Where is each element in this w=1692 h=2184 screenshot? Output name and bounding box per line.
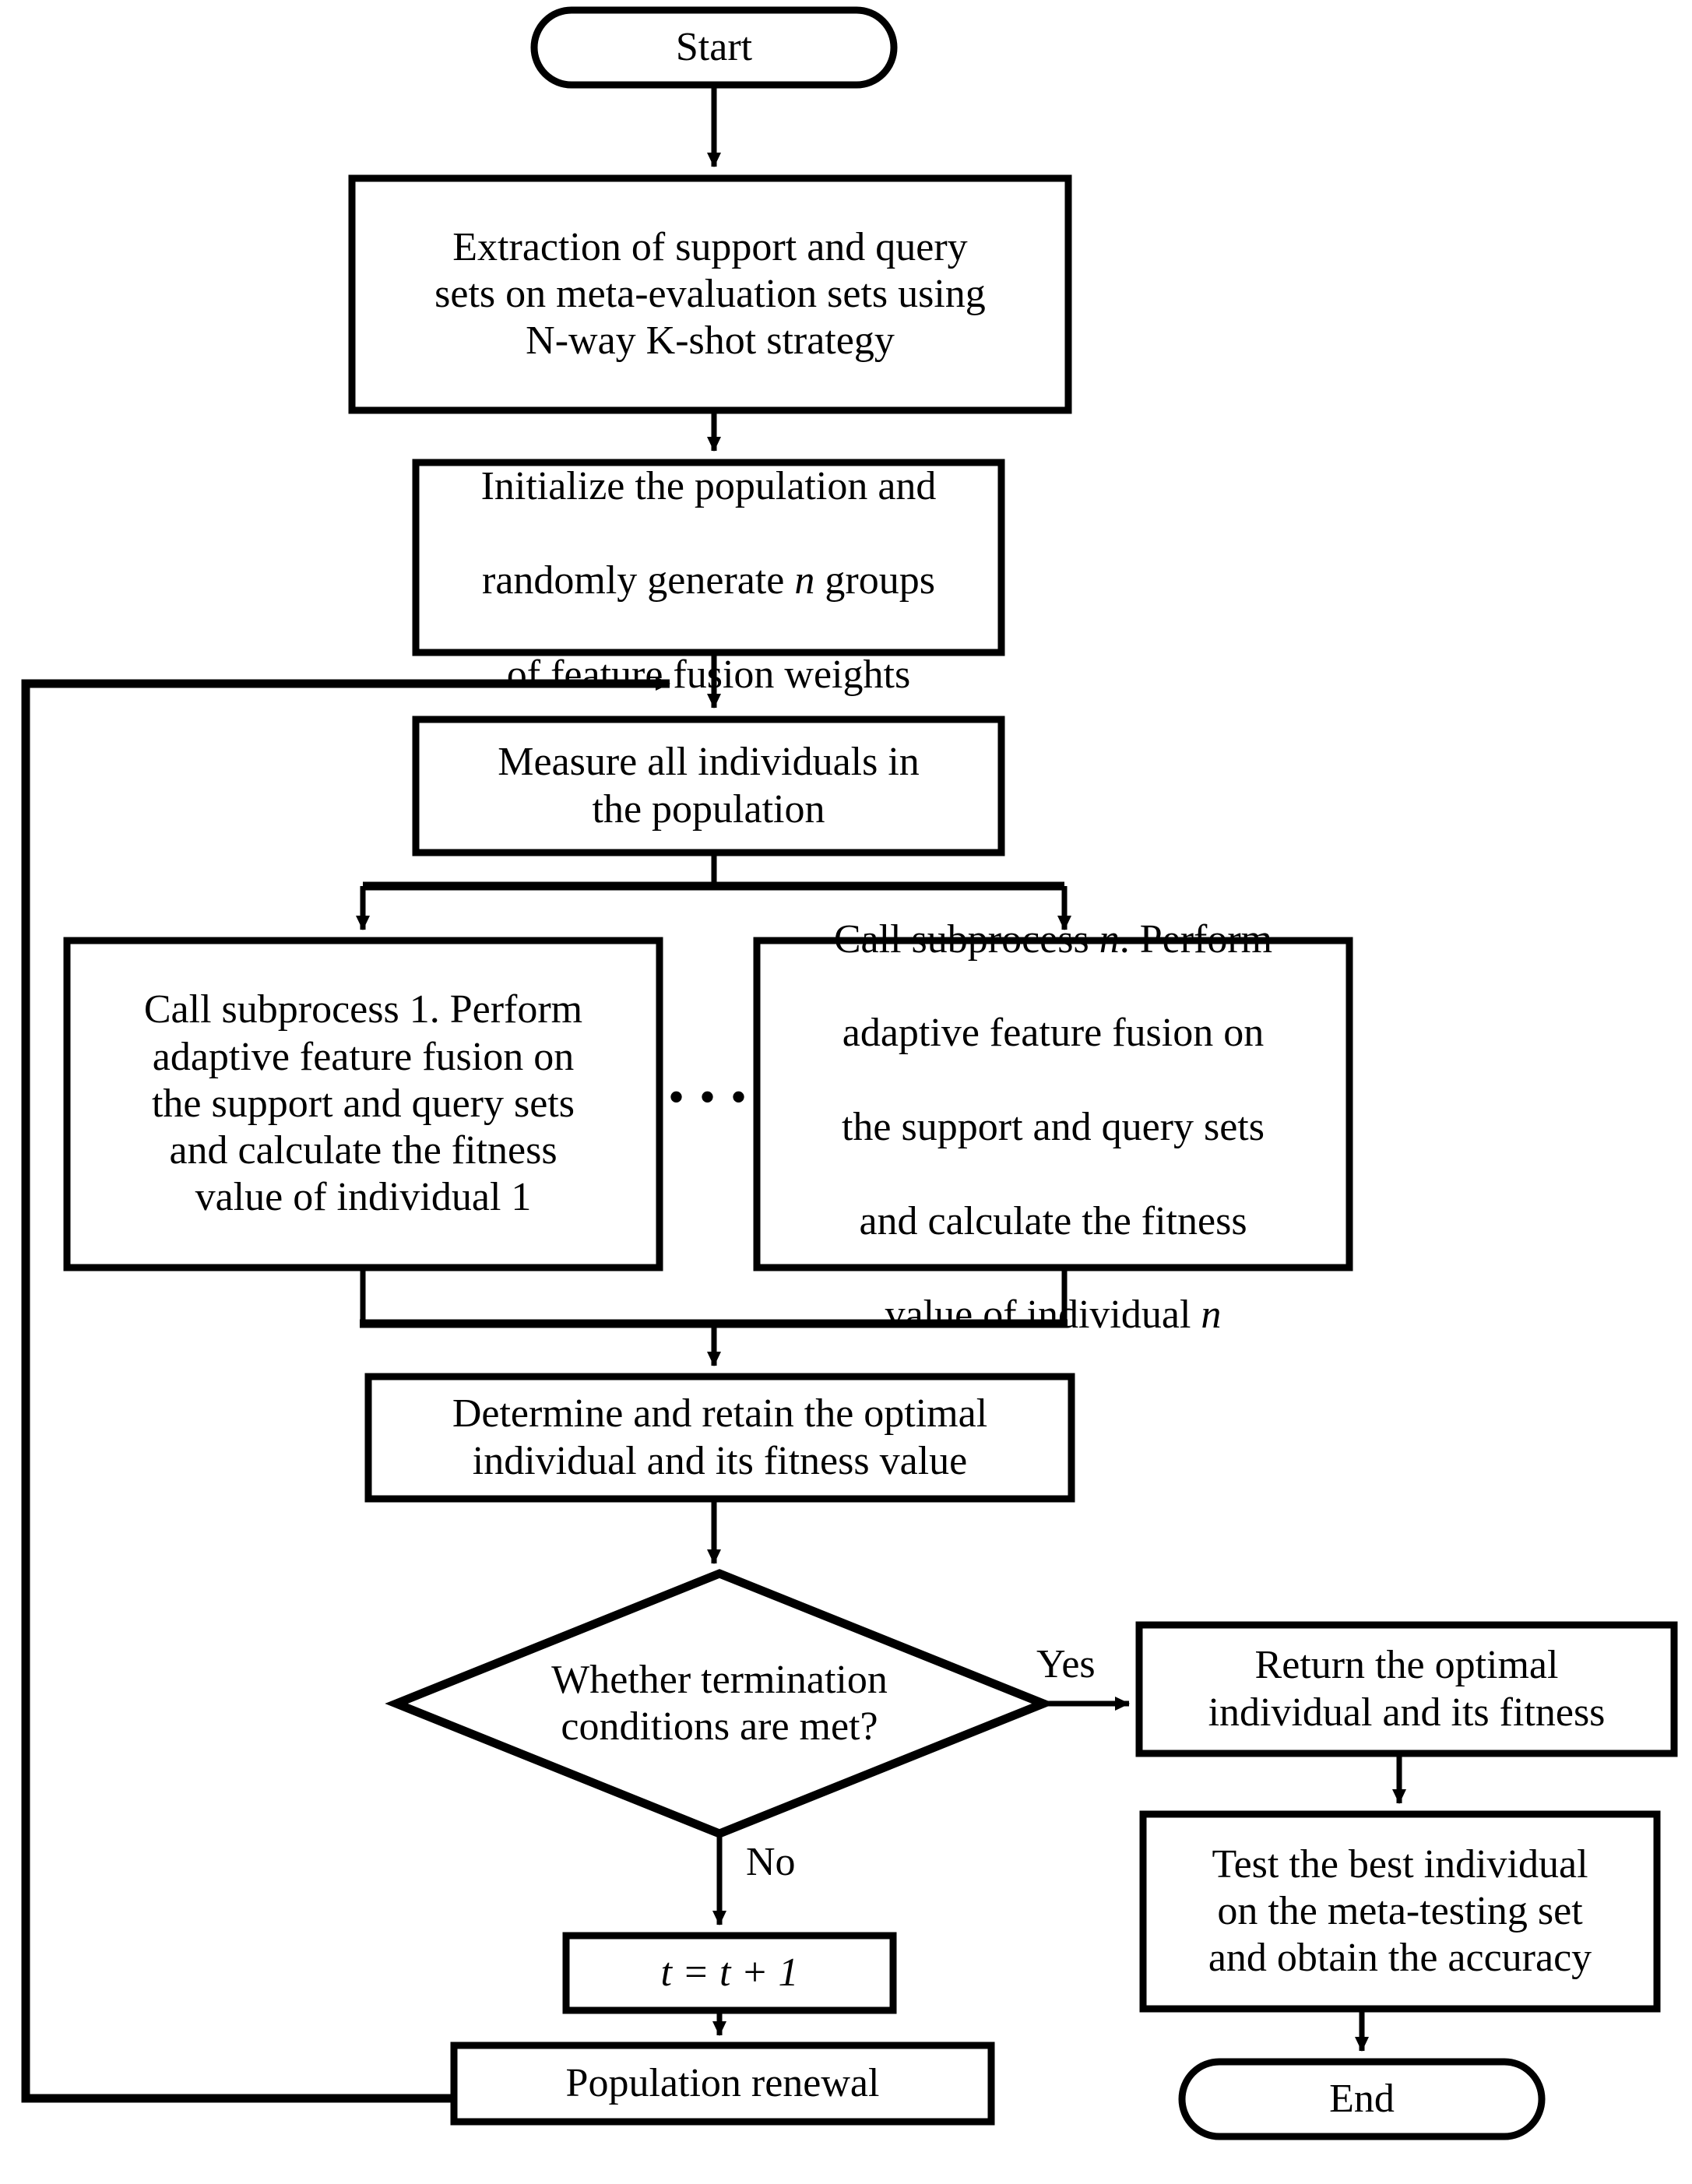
subprocess-n-var-n-2: n bbox=[1201, 1292, 1222, 1338]
node-start-shape bbox=[534, 10, 894, 85]
edge-label-no: No bbox=[746, 1840, 796, 1884]
node-test-best-shape bbox=[1143, 1814, 1657, 2009]
subprocess-n-line-1a: Call subprocess bbox=[833, 916, 1099, 962]
subprocess-n-line-1b: . Perform bbox=[1119, 916, 1273, 962]
node-decision-shape bbox=[396, 1574, 1043, 1834]
node-subprocess-n-shape bbox=[757, 941, 1349, 1268]
node-population-renewal-label: Population renewal bbox=[565, 2060, 880, 2105]
subprocess-n-line-5a: value of individual bbox=[885, 1292, 1201, 1338]
node-end-shape bbox=[1182, 2062, 1542, 2137]
node-population-renewal-shape bbox=[454, 2045, 991, 2122]
node-extraction-label: Extraction of support and query sets on meta-evaluation sets using N-way K-shot strategy bbox=[434, 224, 986, 364]
node-measure-label: Measure all individuals in the population bbox=[498, 740, 920, 832]
node-return-optimal-shape bbox=[1139, 1625, 1674, 1753]
subprocess-n-var-n-1: n bbox=[1099, 916, 1120, 962]
node-determine-label: Determine and retain the optimal individual and its fitness value bbox=[452, 1391, 988, 1483]
node-subprocess-1-shape bbox=[67, 941, 660, 1268]
node-decision-label: Whether termination conditions are met? bbox=[551, 1657, 888, 1749]
node-determine-shape bbox=[368, 1377, 1071, 1499]
initialize-line-2b: groups bbox=[814, 558, 935, 603]
initialize-var-n: n bbox=[794, 558, 815, 603]
subprocess-n-line-3: the support and query sets bbox=[841, 1105, 1265, 1149]
node-end-label: End bbox=[1329, 2076, 1395, 2121]
node-extraction-shape bbox=[352, 178, 1068, 410]
node-return-optimal-label: Return the optimal individual and its fitness bbox=[1208, 1643, 1606, 1735]
subprocess-n-line-2: adaptive feature fusion on bbox=[842, 1011, 1265, 1056]
node-increment-label: t = t + 1 bbox=[660, 1950, 799, 1995]
ellipsis-dots: • • • bbox=[667, 1071, 749, 1124]
node-initialize-shape bbox=[416, 462, 1001, 652]
node-increment-shape bbox=[566, 1936, 893, 2010]
initialize-line-1: Initialize the population and bbox=[480, 464, 937, 509]
node-test-best-label: Test the best individual on the meta-testing set and obtain the accuracy bbox=[1208, 1841, 1592, 1981]
initialize-line-3: of feature fusion weights bbox=[506, 652, 911, 697]
node-measure-shape bbox=[416, 719, 1001, 853]
edge-label-yes: Yes bbox=[1036, 1642, 1096, 1686]
subprocess-n-line-4: and calculate the fitness bbox=[859, 1198, 1247, 1243]
initialize-line-2a: randomly generate bbox=[482, 558, 795, 603]
node-subprocess-1-label: Call subprocess 1. Perform adaptive feature fusion on the support and query sets and calculate the fitness value of individual 1 bbox=[143, 987, 583, 1220]
node-start-label: Start bbox=[675, 24, 753, 69]
